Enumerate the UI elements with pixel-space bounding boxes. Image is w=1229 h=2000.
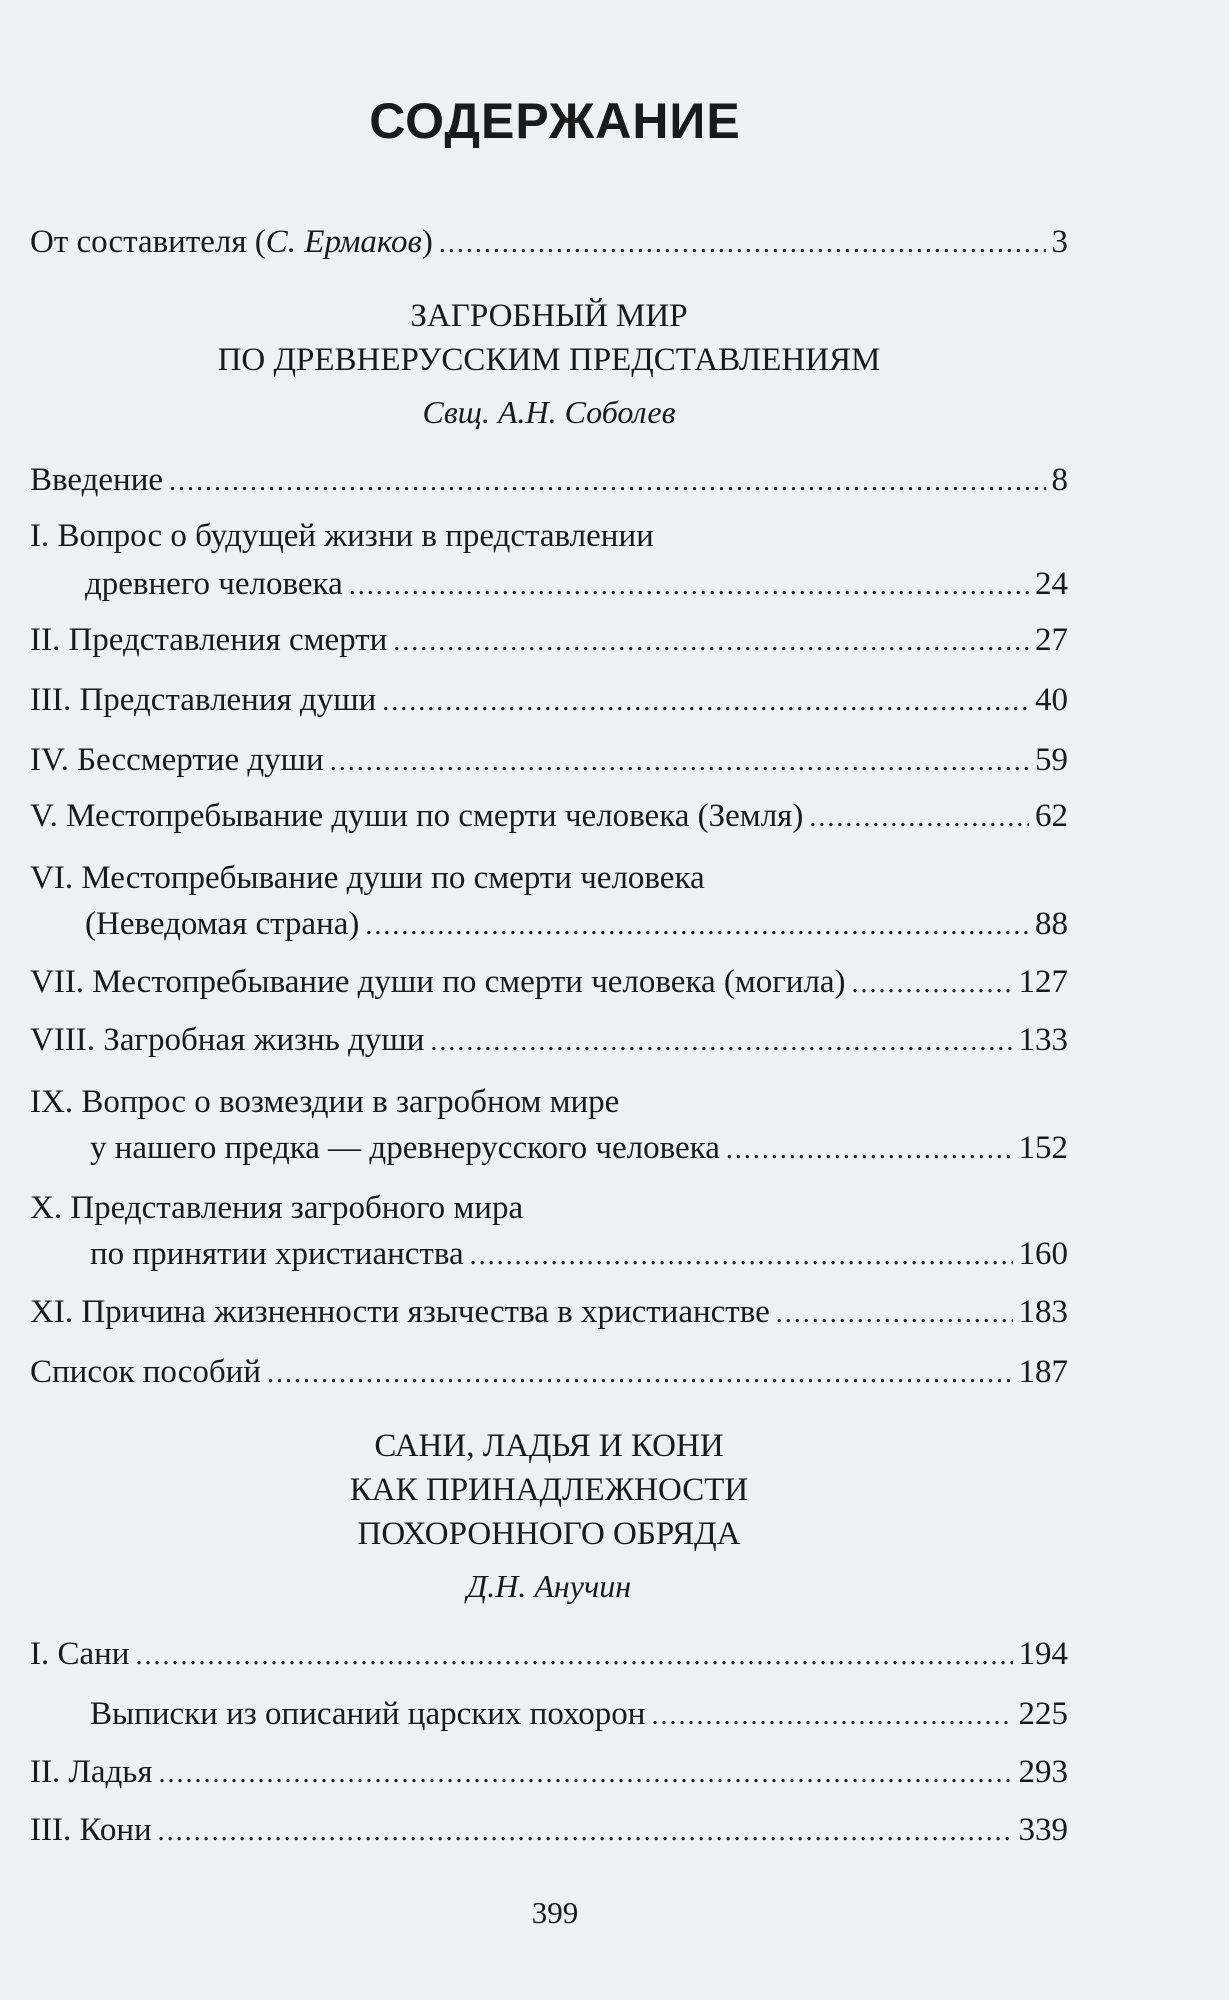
toc-entry xyxy=(30,620,1068,662)
leader-dots xyxy=(651,1696,1012,1736)
leader-dots xyxy=(776,1294,1013,1334)
toc-entry-title: III. Представления души xyxy=(30,682,377,718)
toc-entry-continuation: у нашего предка — древнерусского человека xyxy=(90,1130,720,1166)
toc-entry-title: XI. Причина жизненности язычества в христианстве xyxy=(30,1294,770,1330)
section-author: Д.Н. Анучин xyxy=(466,1568,632,1604)
toc-page-number: 133 xyxy=(1018,1022,1068,1058)
section-author: Свщ. А.Н. Соболев xyxy=(422,394,676,430)
toc-entry-title: VI. Местопребывание души по смерти человека xyxy=(30,860,705,896)
toc-page-number: 225 xyxy=(1018,1696,1068,1732)
leader-dots xyxy=(726,1130,1013,1170)
section-heading-line: САНИ, ЛАДЬЯ И КОНИ xyxy=(374,1428,724,1464)
toc-entry xyxy=(85,904,1068,946)
leader-dots xyxy=(349,566,1029,606)
toc-entry xyxy=(30,680,1068,722)
toc-page-number: 88 xyxy=(1035,906,1068,942)
toc-page-number: 152 xyxy=(1018,1130,1068,1166)
toc-entry xyxy=(90,1694,1068,1736)
toc-page-number: 339 xyxy=(1018,1812,1068,1848)
toc-entry-title: От составителя (С. Ермаков) xyxy=(30,224,433,260)
leader-dots xyxy=(809,798,1029,838)
leader-dots xyxy=(135,1636,1012,1676)
toc-entry xyxy=(30,1634,1068,1676)
toc-page-number: 40 xyxy=(1035,682,1068,718)
toc-page-number: 187 xyxy=(1018,1354,1068,1390)
toc-page-number: 183 xyxy=(1018,1294,1068,1330)
toc-page-number: 160 xyxy=(1018,1236,1068,1272)
section-heading-line: ПОХОРОННОГО ОБРЯДА xyxy=(357,1516,741,1552)
section-heading-line: КАК ПРИНАДЛЕЖНОСТИ xyxy=(349,1472,749,1508)
toc-page-number: 293 xyxy=(1018,1754,1068,1790)
toc-entry xyxy=(85,564,1068,606)
toc-entry-title: Введение xyxy=(30,462,164,498)
toc-entry xyxy=(90,1234,1068,1276)
toc-entry xyxy=(30,1752,1068,1794)
leader-dots xyxy=(158,1812,1013,1852)
leader-dots xyxy=(470,1236,1013,1276)
leader-dots xyxy=(330,742,1029,782)
toc-entry-title: IV. Бессмертие души xyxy=(30,742,324,778)
toc-entry xyxy=(30,1020,1068,1062)
toc-entry xyxy=(30,460,1068,502)
toc-entry-continuation: по принятии христианства xyxy=(90,1236,464,1272)
toc-entry xyxy=(90,1128,1068,1170)
page-number: 399 xyxy=(531,1895,579,1930)
toc-entry-title: I. Вопрос о будущей жизни в представлении xyxy=(30,518,654,554)
toc-entry-continuation: древнего человека xyxy=(85,566,343,602)
leader-dots xyxy=(169,462,1045,502)
toc-page-number: 3 xyxy=(1051,224,1068,260)
toc-entry-title: Выписки из описаний царских похорон xyxy=(90,1696,646,1732)
leader-dots xyxy=(439,224,1046,264)
leader-dots xyxy=(430,1022,1012,1062)
toc-entry-title: VII. Местопребывание души по смерти человека (могила) xyxy=(30,964,846,1000)
toc-page-number: 24 xyxy=(1035,566,1068,602)
leader-dots xyxy=(852,964,1013,1004)
leader-dots xyxy=(267,1354,1013,1394)
leader-dots xyxy=(393,622,1029,662)
toc-entry-intro xyxy=(30,222,1068,264)
leader-dots xyxy=(159,1754,1013,1794)
toc-entry xyxy=(30,1292,1068,1334)
toc-entry-title: VIII. Загробная жизнь души xyxy=(30,1022,425,1058)
toc-page-number: 8 xyxy=(1051,462,1068,498)
page-title: СОДЕРЖАНИЕ xyxy=(369,93,741,149)
toc-page-number: 27 xyxy=(1035,622,1068,658)
toc-page-number: 194 xyxy=(1018,1636,1068,1672)
toc-page-number: 127 xyxy=(1018,964,1068,1000)
toc-entry-title: Список пособий xyxy=(30,1354,261,1390)
toc-entry-title: I. Сани xyxy=(30,1636,130,1672)
toc-entry xyxy=(30,796,1068,838)
section-heading-line: ПО ДРЕВНЕРУССКИМ ПРЕДСТАВЛЕНИЯМ xyxy=(217,342,881,378)
section-heading-line: ЗАГРОБНЫЙ МИР xyxy=(410,298,688,334)
toc-page-number: 59 xyxy=(1035,742,1068,778)
toc-entry xyxy=(30,1810,1068,1852)
toc-entry-title: II. Ладья xyxy=(30,1754,153,1790)
toc-entry-title: X. Представления загробного мира xyxy=(30,1190,524,1226)
toc-entry xyxy=(30,962,1068,1004)
toc-entry-title: IX. Вопрос о возмездии в загробном мире xyxy=(30,1084,620,1120)
leader-dots xyxy=(365,906,1029,946)
toc-page-number: 62 xyxy=(1035,798,1068,834)
toc-entry xyxy=(30,1352,1068,1394)
toc-entry-continuation: (Неведомая страна) xyxy=(85,906,360,942)
leader-dots xyxy=(382,682,1029,722)
toc-entry-title: V. Местопребывание души по смерти человека (Земля) xyxy=(30,798,804,834)
toc-entry-title: III. Кони xyxy=(30,1812,152,1848)
toc-entry xyxy=(30,740,1068,782)
toc-entry-title: II. Представления смерти xyxy=(30,622,388,658)
